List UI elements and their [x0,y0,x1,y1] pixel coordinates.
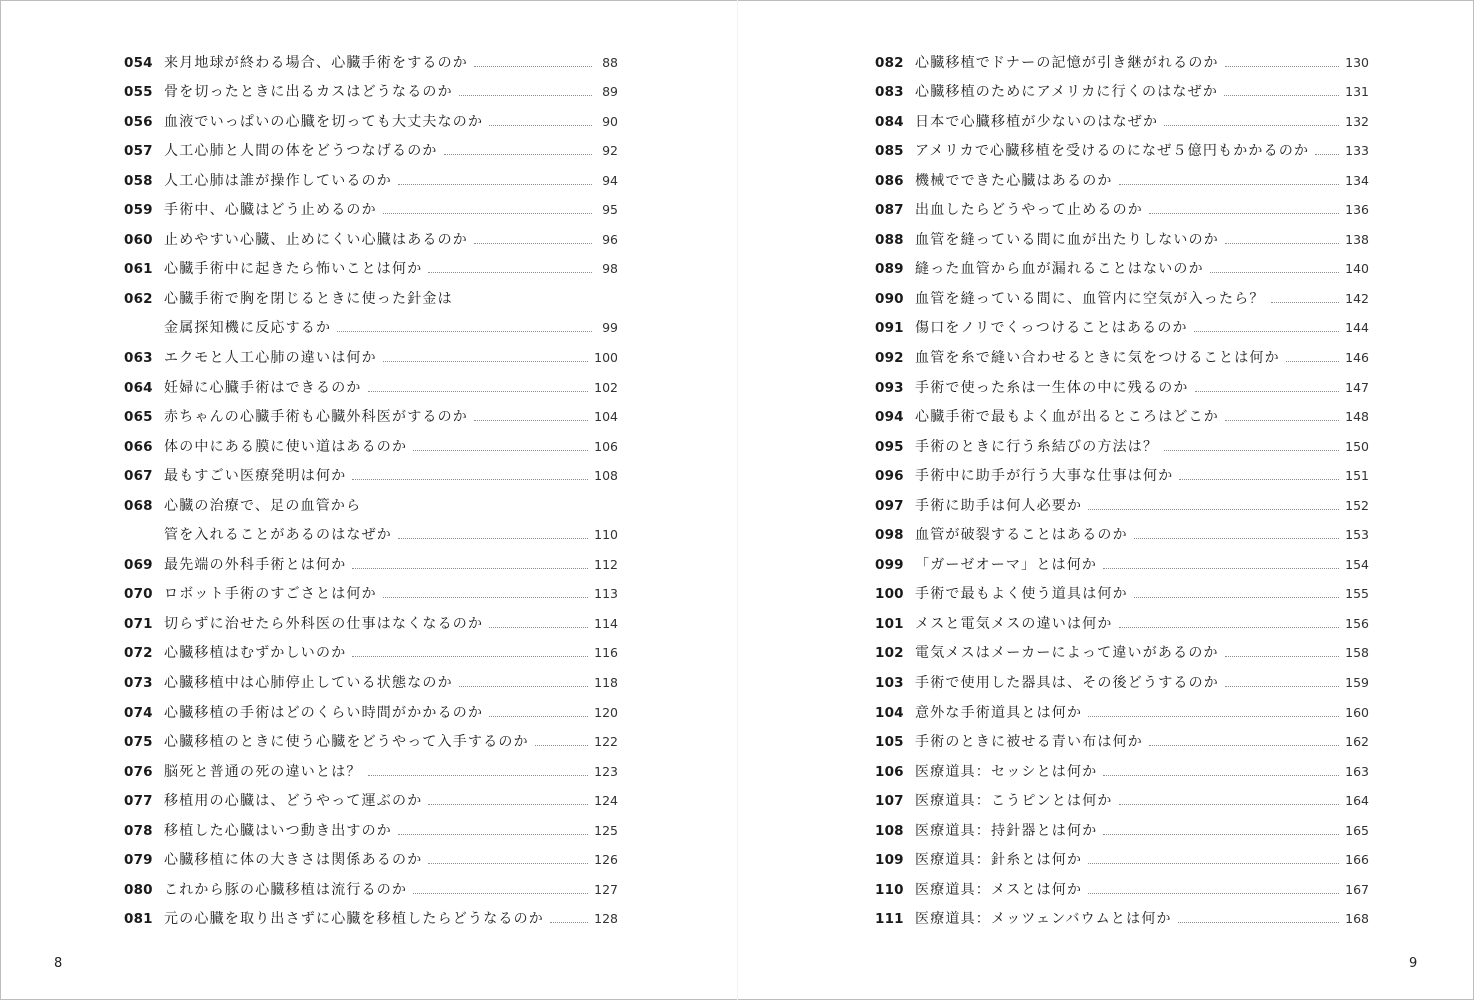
entry-number: 070 [124,586,153,603]
entry-title: 心臓手術中に起きたら怖いことは何か [164,261,423,278]
entry-number: 086 [875,172,904,189]
entry-title: 最もすごい医療発明は何か [164,468,347,485]
dot-leader [352,656,588,657]
dot-leader [1194,331,1339,332]
entry-number: 076 [124,763,153,780]
dot-leader [1271,302,1340,303]
dot-leader [1225,656,1339,657]
dot-leader [1103,834,1339,835]
entry-title: 止めやすい心臓、止めにくい心臓はあるのか [164,231,468,248]
entry-title: 医療道具：こうピンとは何か [915,793,1113,810]
entry-number: 074 [124,704,153,721]
toc-entry[interactable] [124,603,618,633]
entry-title: 手術で使用した器具は、その後どうするのか [915,675,1219,692]
entry-number: 107 [875,793,904,810]
dot-leader [1103,568,1339,569]
entry-page-number: 118 [594,675,618,691]
entry-number: 082 [875,54,904,71]
entry-title: 医療道具：メスとは何か [915,881,1083,898]
dot-leader [398,538,588,539]
toc-entry[interactable] [875,692,1369,722]
entry-page-number: 164 [1345,793,1369,809]
toc-entry[interactable] [124,899,618,929]
entry-title: 切らずに治せたら外科医の仕事はなくなるのか [164,615,484,632]
entry-page-number: 108 [594,468,618,484]
entry-number: 062 [124,290,153,307]
entry-title: 脳死と普通の死の違いとは？ [164,763,362,780]
toc-entry[interactable] [124,101,618,131]
dot-leader [1195,391,1340,392]
toc-entry[interactable] [124,633,618,663]
entry-number: 090 [875,290,904,307]
dot-leader [428,863,588,864]
entry-number: 092 [875,350,904,367]
entry-title: 手術のときに被せる青い布は何か [915,734,1143,751]
toc-entry[interactable] [124,278,618,308]
toc-entry[interactable] [875,751,1369,781]
toc-entry[interactable] [875,337,1369,367]
entry-number: 098 [875,527,904,544]
dot-leader [1119,804,1340,805]
entry-page-number: 88 [602,54,618,70]
entry-number: 058 [124,172,153,189]
toc-entry[interactable] [875,190,1369,220]
entry-title: 意外な手術道具とは何か [915,704,1083,721]
entry-page-number: 120 [594,704,618,720]
entry-number: 103 [875,675,904,692]
dot-leader [352,479,588,480]
dot-leader [1088,509,1339,510]
entry-title: 心臓移植でドナーの記憶が引き継がれるのか [915,54,1219,71]
dot-leader [413,893,588,894]
entry-number: 099 [875,556,904,573]
entry-page-number: 147 [1345,379,1369,395]
toc-entry[interactable] [124,781,618,811]
entry-title: 来月地球が終わる場合、心臓手術をするのか [164,54,468,71]
toc-entry[interactable] [124,72,618,102]
entry-page-number: 99 [602,320,618,336]
entry-page-number: 102 [594,379,618,395]
entry-number: 094 [875,409,904,426]
entry-page-number: 114 [594,615,618,631]
entry-title: 骨を切ったときに出るカスはどうなるのか [164,84,453,101]
entry-number: 055 [124,84,153,101]
entry-number: 089 [875,261,904,278]
toc-entry[interactable] [875,397,1369,427]
toc-left-page [124,42,618,928]
toc-entry[interactable] [875,160,1369,190]
dot-leader [1088,893,1339,894]
toc-entry[interactable] [124,367,618,397]
entry-number: 060 [124,231,153,248]
entry-page-number: 146 [1345,350,1369,366]
entry-page-number: 100 [594,350,618,366]
entry-page-number: 131 [1345,84,1369,100]
entry-number: 106 [875,763,904,780]
entry-number: 072 [124,645,153,662]
entry-page-number: 153 [1345,527,1369,543]
entry-title: 体の中にある膜に使い道はあるのか [164,438,408,455]
entry-title: 心臓移植のときに使う心臓をどうやって入手するのか [164,734,529,751]
toc-entry[interactable] [875,308,1369,338]
entry-page-number: 138 [1345,231,1369,247]
dot-leader [459,686,588,687]
toc-entry[interactable] [875,131,1369,161]
entry-page-number: 130 [1345,54,1369,70]
entry-page-number: 125 [594,822,618,838]
toc-entry[interactable] [124,337,618,367]
entry-page-number: 106 [594,438,618,454]
entry-number: 065 [124,409,153,426]
entry-page-number: 167 [1345,881,1369,897]
entry-page-number: 150 [1345,438,1369,454]
toc-entry[interactable] [124,190,618,220]
toc-entry[interactable] [875,456,1369,486]
entry-number: 079 [124,852,153,869]
toc-entry[interactable] [875,485,1369,515]
entry-page-number: 95 [602,202,618,218]
toc-entry[interactable] [875,574,1369,604]
toc-entry[interactable] [875,515,1369,545]
entry-page-number: 133 [1345,143,1369,159]
toc-entry[interactable] [124,840,618,870]
entry-page-number: 154 [1345,556,1369,572]
toc-entry[interactable] [124,544,618,574]
dot-leader [337,331,592,332]
dot-leader [1134,597,1339,598]
entry-title: 縫った血管から血が漏れることはないのか [915,261,1204,278]
toc-entry[interactable] [124,42,618,72]
entry-title: これから豚の心臓移植は流行るのか [164,881,408,898]
toc-entry[interactable] [124,722,618,752]
entry-page-number: 156 [1345,615,1369,631]
entry-title: 手術で最もよく使う道具は何か [915,586,1128,603]
entry-number: 109 [875,852,904,869]
toc-entry[interactable] [124,160,618,190]
dot-leader [1225,420,1339,421]
entry-title: 傷口をノリでくっつけることはあるのか [915,320,1188,337]
toc-entry[interactable] [875,899,1369,929]
toc-entry[interactable] [875,426,1369,456]
entry-number: 110 [875,881,904,898]
entry-title: 元の心臓を取り出さずに心臓を移植したらどうなるのか [164,911,544,928]
entry-number: 097 [875,497,904,514]
entry-number: 088 [875,231,904,248]
toc-entry[interactable] [875,662,1369,692]
dot-leader [1225,686,1339,687]
toc-entry[interactable] [875,810,1369,840]
toc-entry-continuation[interactable] [124,515,618,545]
dot-leader [550,922,588,923]
entry-number: 078 [124,822,153,839]
toc-entry[interactable] [875,278,1369,308]
entry-title: 医療道具：セッシとは何か [915,763,1098,780]
entry-title: 管を入れることがあるのはなぜか [164,527,392,544]
dot-leader [489,125,592,126]
entry-page-number: 92 [602,143,618,159]
entry-title: 日本で心臓移植が少ないのはなぜか [915,113,1159,130]
dot-leader [489,716,588,717]
entry-title: 心臓移植中は心肺停止している状態なのか [164,675,453,692]
entry-title: 血管を縫っている間に血が出たりしないのか [915,231,1219,248]
entry-number: 105 [875,734,904,751]
entry-title: 心臓手術で胸を閉じるときに使った針金は [164,290,453,307]
entry-page-number: 90 [602,113,618,129]
entry-number: 091 [875,320,904,337]
dot-leader [383,361,588,362]
entry-page-number: 122 [594,734,618,750]
entry-title: 妊婦に心臓手術はできるのか [164,379,362,396]
entry-page-number: 162 [1345,734,1369,750]
toc-entry[interactable] [875,544,1369,574]
entry-number: 073 [124,675,153,692]
entry-number: 096 [875,468,904,485]
entry-title: 医療道具：持針器とは何か [915,822,1098,839]
entry-page-number: 155 [1345,586,1369,602]
entry-page-number: 89 [602,84,618,100]
toc-entry[interactable] [875,722,1369,752]
dot-leader [398,834,588,835]
toc-entry[interactable] [124,131,618,161]
entry-page-number: 159 [1345,675,1369,691]
dot-leader [1225,243,1339,244]
toc-entry[interactable] [875,42,1369,72]
entry-title: 出血したらどうやって止めるのか [915,202,1143,219]
entry-number: 111 [875,911,904,928]
dot-leader [1134,538,1339,539]
entry-number: 104 [875,704,904,721]
toc-entry[interactable] [875,219,1369,249]
entry-page-number: 165 [1345,822,1369,838]
dot-leader [1119,627,1340,628]
entry-title: 「ガーゼオーマ」とは何か [915,556,1098,573]
entry-page-number: 110 [594,527,618,543]
entry-page-number: 142 [1345,290,1369,306]
entry-number: 067 [124,468,153,485]
entry-number: 102 [875,645,904,662]
entry-title: 心臓移植に体の大きさは関係あるのか [164,852,423,869]
entry-title: 最先端の外科手術とは何か [164,556,347,573]
entry-page-number: 116 [594,645,618,661]
entry-number: 087 [875,202,904,219]
entry-number: 064 [124,379,153,396]
toc-entry[interactable] [124,249,618,279]
entry-number: 057 [124,143,153,160]
entry-title: 移植した心臓はいつ動き出すのか [164,822,392,839]
entry-page-number: 126 [594,852,618,868]
entry-page-number: 123 [594,763,618,779]
toc-entry[interactable] [875,781,1369,811]
dot-leader [368,391,589,392]
dot-leader [489,627,588,628]
entry-page-number: 160 [1345,704,1369,720]
toc-entry[interactable] [875,840,1369,870]
dot-leader [1179,479,1339,480]
dot-leader [383,597,588,598]
entry-number: 100 [875,586,904,603]
dot-leader [383,213,592,214]
entry-title: 心臓移植はむずかしいのか [164,645,347,662]
dot-leader [1225,66,1339,67]
entry-number: 068 [124,497,153,514]
entry-page-number: 163 [1345,763,1369,779]
toc-entry[interactable] [124,456,618,486]
toc-entry-continuation[interactable] [124,308,618,338]
dot-leader [1088,716,1339,717]
entry-number: 081 [124,911,153,928]
toc-entry[interactable] [875,633,1369,663]
entry-title: エクモと人工心肺の違いは何か [164,350,377,367]
entry-title: 手術のときに行う糸結びの方法は？ [915,438,1159,455]
entry-title: 手術に助手は何人必要か [915,497,1083,514]
entry-title: 機械でできた心臓はあるのか [915,172,1113,189]
entry-number: 066 [124,438,153,455]
entry-number: 069 [124,556,153,573]
dot-leader [1224,95,1339,96]
entry-title: 心臓移植の手術はどのくらい時間がかかるのか [164,704,484,721]
entry-page-number: 152 [1345,497,1369,513]
entry-title: 人工心肺と人間の体をどうつなげるのか [164,143,438,160]
entry-number: 077 [124,793,153,810]
entry-title: 医療道具：メッツェンバウムとは何か [915,911,1172,928]
page-number-right: 9 [1409,956,1418,971]
entry-title: 金属探知機に反応するか [164,320,332,337]
dot-leader [1119,184,1340,185]
dot-leader [428,804,588,805]
entry-title: 心臓手術で最もよく血が出るところはどこか [915,409,1219,426]
dot-leader [1149,745,1339,746]
entry-page-number: 94 [602,172,618,188]
entry-page-number: 96 [602,231,618,247]
toc-entry[interactable] [875,249,1369,279]
entry-title: 手術で使った糸は一生体の中に残るのか [915,379,1189,396]
entry-page-number: 140 [1345,261,1369,277]
entry-number: 085 [875,143,904,160]
page-number-left: 8 [54,956,63,971]
entry-title: 赤ちゃんの心臓手術も心臓外科医がするのか [164,409,468,426]
entry-page-number: 98 [602,261,618,277]
entry-title: 血管を縫っている間に、血管内に空気が入ったら？ [915,290,1265,307]
entry-page-number: 158 [1345,645,1369,661]
entry-page-number: 113 [594,586,618,602]
entry-page-number: 128 [594,911,618,927]
entry-number: 093 [875,379,904,396]
entry-page-number: 136 [1345,202,1369,218]
dot-leader [398,184,592,185]
entry-title: メスと電気メスの違いは何か [915,615,1113,632]
toc-entry[interactable] [875,72,1369,102]
toc-entry[interactable] [124,869,618,899]
entry-title: ロボット手術のすごさとは何か [164,586,377,603]
dot-leader [459,95,592,96]
toc-entry[interactable] [875,367,1369,397]
entry-number: 075 [124,734,153,751]
entry-title: 人工心肺は誰が操作しているのか [164,172,392,189]
entry-page-number: 104 [594,409,618,425]
entry-title: 血管を糸で縫い合わせるときに気をつけることは何か [915,350,1280,367]
dot-leader [1315,154,1339,155]
entry-title: 手術中に助手が行う大事な仕事は何か [915,468,1174,485]
toc-entry[interactable] [124,574,618,604]
entry-number: 059 [124,202,153,219]
dot-leader [428,272,592,273]
entry-page-number: 124 [594,793,618,809]
entry-number: 061 [124,261,153,278]
entry-number: 080 [124,881,153,898]
dot-leader [1088,863,1339,864]
entry-title: 血液でいっぱいの心臓を切っても大丈夫なのか [164,113,484,130]
entry-page-number: 166 [1345,852,1369,868]
entry-page-number: 144 [1345,320,1369,336]
spread-gutter [737,0,738,1000]
entry-page-number: 148 [1345,409,1369,425]
entry-number: 054 [124,54,153,71]
dot-leader [1286,361,1339,362]
toc-entry[interactable] [875,869,1369,899]
entry-number: 083 [875,84,904,101]
toc-entry[interactable] [124,219,618,249]
toc-entry[interactable] [124,751,618,781]
entry-title: 心臓移植のためにアメリカに行くのはなぜか [915,84,1219,101]
dot-leader [444,154,592,155]
toc-entry[interactable] [124,662,618,692]
dot-leader [1178,922,1339,923]
entry-page-number: 134 [1345,172,1369,188]
entry-title: 心臓の治療で、足の血管から [164,497,362,514]
entry-page-number: 112 [594,556,618,572]
toc-entry[interactable] [124,485,618,515]
entry-number: 101 [875,615,904,632]
toc-entry[interactable] [124,397,618,427]
dot-leader [352,568,588,569]
entry-number: 071 [124,615,153,632]
dot-leader [368,775,589,776]
dot-leader [474,420,588,421]
entry-number: 084 [875,113,904,130]
toc-entry[interactable] [124,810,618,840]
entry-number: 063 [124,350,153,367]
dot-leader [413,450,588,451]
toc-entry[interactable] [875,603,1369,633]
dot-leader [1103,775,1339,776]
entry-page-number: 151 [1345,468,1369,484]
dot-leader [1149,213,1339,214]
toc-right-page [875,42,1369,928]
dot-leader [1164,125,1339,126]
entry-page-number: 132 [1345,113,1369,129]
dot-leader [1210,272,1339,273]
entry-title: 医療道具：針糸とは何か [915,852,1083,869]
toc-entry[interactable] [124,692,618,722]
entry-page-number: 127 [594,881,618,897]
entry-title: アメリカで心臓移植を受けるのになぜ５億円もかかるのか [915,143,1310,160]
dot-leader [535,745,588,746]
entry-number: 056 [124,113,153,130]
entry-title: 電気メスはメーカーによって違いがあるのか [915,645,1219,662]
dot-leader [474,243,592,244]
entry-number: 095 [875,438,904,455]
entry-title: 移植用の心臓は、どうやって運ぶのか [164,793,423,810]
dot-leader [474,66,592,67]
dot-leader [1164,450,1339,451]
entry-page-number: 168 [1345,911,1369,927]
entry-number: 108 [875,822,904,839]
toc-entry[interactable] [875,101,1369,131]
toc-entry[interactable] [124,426,618,456]
entry-title: 血管が破裂することはあるのか [915,527,1128,544]
entry-title: 手術中、心臓はどう止めるのか [164,202,377,219]
